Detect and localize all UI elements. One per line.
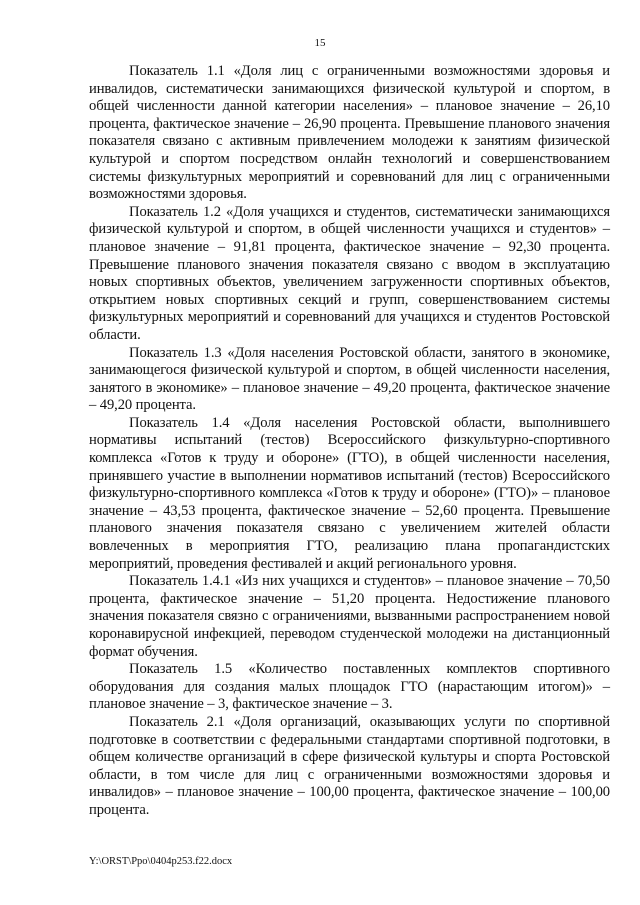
paragraph-indicator-2-1: Показатель 2.1 «Доля организаций, оказывающих услуги по спортивной подготовке в соответствии с федеральными стандартами спортивной подготовки, в общем количестве организаций в сфере физической культуры и спорта Ростовской области, в том числе для лиц с ограниченными возможностями здоровья и инвалидов» – плановое значение – 100,00 процента, фактическое значение – 100,00 процента.: [89, 713, 610, 818]
paragraph-indicator-1-4: Показатель 1.4 «Доля населения Ростовской области, выполнившего нормативы испытаний (тестов) Всероссийского физкультурно-спортивного комплекса «Готов к труду и обороне» (ГТО), в общей численности населения, принявшего участие в выполнении нормативов испытаний (тестов) Всероссийского физкультурно-спортивного комплекса «Готов к труду и обороне» (ГТО)» – плановое значение – 43,53 процента, фактическое значение – 52,60 процента. Превышение планового значения показателя связано с увеличением жителей области вовлеченных в мероприятия ГТО, реализацию плана пропагандистских мероприятий, проведения фестивалей и акций регионального уровня.: [89, 414, 610, 572]
paragraph-indicator-1-5: Показатель 1.5 «Количество поставленных комплектов спортивного оборудования для создания малых площадок ГТО (нарастающим итогом)» – плановое значение – 3, фактическое значение – 3.: [89, 661, 610, 713]
page-number: 15: [314, 37, 326, 49]
paragraph-indicator-1-2: Показатель 1.2 «Доля учащихся и студентов, систематически занимающихся физической культурой и спортом, в общей численности учащихся и студентов» – плановое значение – 91,81 процента, фактическое значение – 92,30 процента. Превышение планового значения показателя связано с вводом в эксплуатацию новых спортивных объектов, увеличением загруженности спортивных объектов, открытием новых спортивных секций и групп, совершенствованием системы физкультурных мероприятий и соревнований для учащихся и студентов Ростовской области.: [89, 203, 610, 343]
footer-file-path: Y:\ORST\Ppo\0404p253.f22.docx: [89, 856, 233, 867]
paragraph-indicator-1-3: Показатель 1.3 «Доля населения Ростовской области, занятого в экономике, занимающегося физической культурой и спортом, в общей численности населения, занятого в экономике» – плановое значение – 49,20 процента, фактическое значение – 49,20 процента.: [89, 344, 610, 414]
document-body: [89, 63, 610, 820]
paragraph-indicator-1-4-1: Показатель 1.4.1 «Из них учащихся и студентов» – плановое значение – 70,50 процента, фактическое значение – 51,20 процента. Недостижение планового значения показателя связно с ограничениями, вызванными распространением новой коронавирусной инфекцией, переводом студенческой молодежи на дистанционный формат обучения.: [89, 573, 610, 660]
paragraph-indicator-1-1: Показатель 1.1 «Доля лиц с ограниченными возможностями здоровья и инвалидов, систематически занимающихся физической культурой и спортом, в общей численности данной категории населения» – плановое значение – 26,10 процента, фактическое значение – 26,90 процента. Превышение планового значения показателя связано с активным привлечением молодежи к занятиям физической культурой и спортом посредством онлайн технологий и совершенствованием системы физкультурных мероприятий и соревнований для лиц с ограниченными возможностями здоровья.: [89, 63, 610, 203]
